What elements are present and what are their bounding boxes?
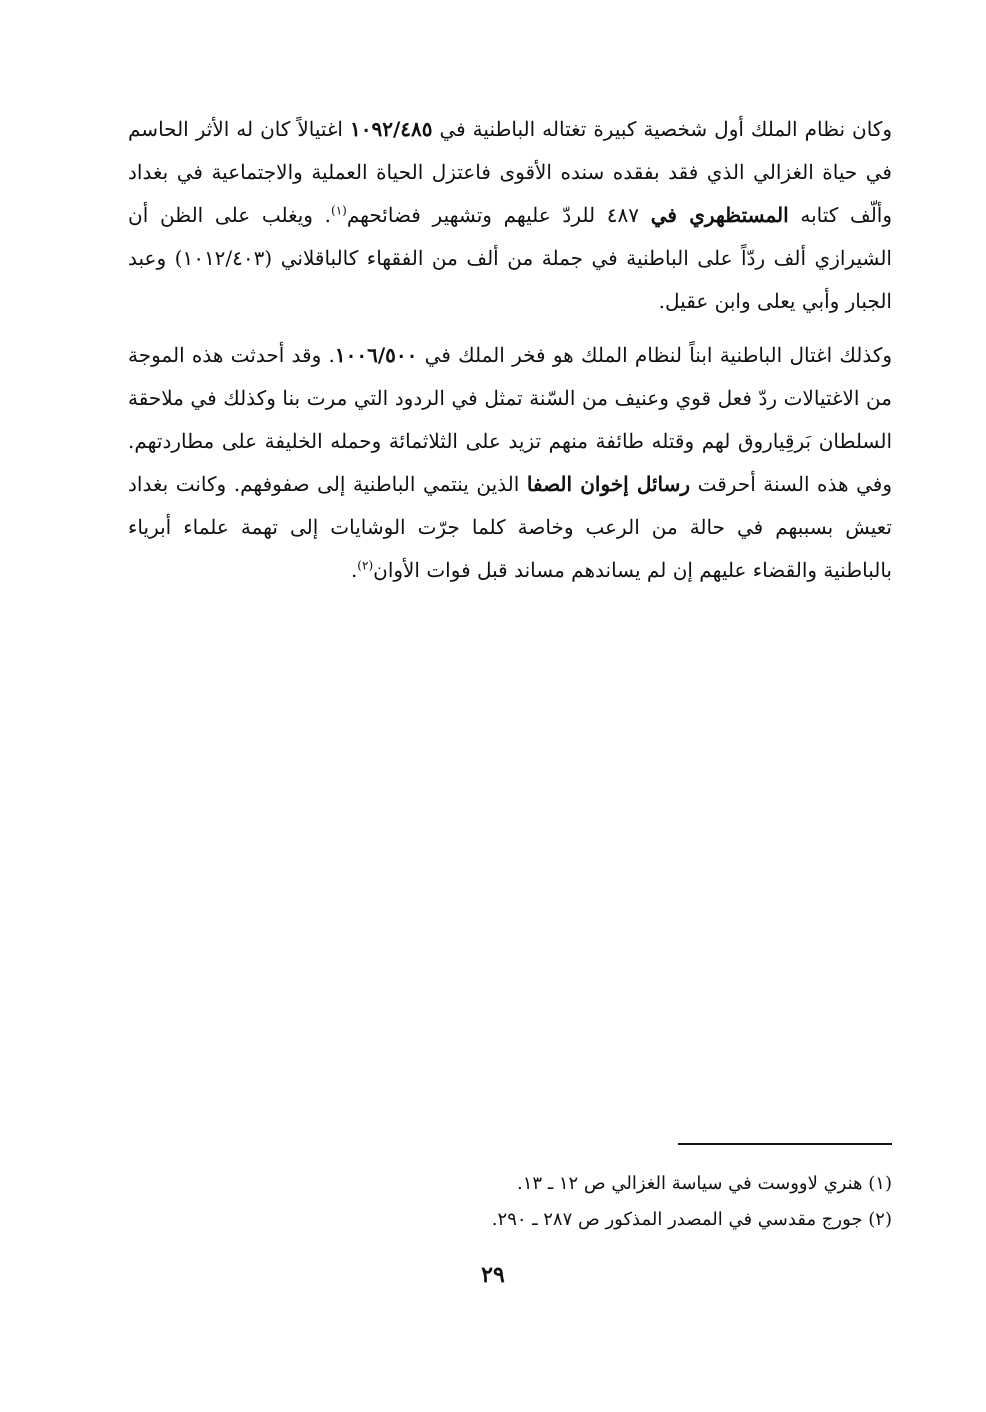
paragraph-1-text: . ويغلب على الظن أن الشيرازي ألف ردّاً على الباطنية في جملة من ألف من الفقهاء كالباقلاني (١٠١٢/٤٠٣) وعبد الجبار وأبي يعلى وابن عقيل. <box>128 203 892 313</box>
page-number: ٢٩ <box>481 1262 505 1288</box>
footnote-ref-1[interactable]: (١) <box>331 203 347 218</box>
paragraph-1-text: اغتيالاً كان له الأثر الحاسم في حياة الغزالي الذي فقد بفقده سنده الأقوى فاعتزل الحياة العملية والاجتماعية في بغداد وألّف كتابه <box>128 117 892 227</box>
paragraph-2-text: الذين ينتمي الباطنية إلى صفوفهم. وكانت بغداد تعيش بسببهم في حالة من الرعب وخاصة كلما جرّت الوشايات إلى تهمة علماء أبرياء بالباطنية والقضاء عليهم إن لم يساندهم مساند قبل فوات الأوان <box>128 472 892 582</box>
paragraph-2 <box>128 334 892 592</box>
paragraph-2-date: ١٠٠٦/٥٠٠ <box>334 343 418 367</box>
footnotes <box>380 1166 892 1238</box>
paragraph-2-book-title: رسائل إخوان الصفا <box>526 472 691 496</box>
footnote-ref-2[interactable]: (٢) <box>357 558 374 573</box>
paragraph-1-text: وكان نظام الملك أول شخصية كبيرة تغتاله الباطنية في <box>432 117 893 141</box>
paragraph-1-date: ١٠٩٢/٤٨٥ <box>349 117 433 141</box>
footnote-1: (١) هنري لاووست في سياسة الغزالي ص ١٢ ـ ١٣. <box>517 1173 892 1194</box>
paragraph-2-text: . <box>350 558 358 582</box>
paragraph-2-text: وكذلك اغتال الباطنية ابناً لنظام الملك هو فخر الملك في <box>417 343 893 367</box>
paragraph-2-text: . وقد أحدثت هذه الموجة من الاغتيالات ردّ فعل قوي وعنيف من السّنة تمثل في الردود التي مرت بنا وكذلك في ملاحقة السلطان بَرقِياروق لهم وقتله طائفة منهم تزيد على الثلاثمائة وحمله الخليفة على مطاردتهم. وفي هذه السنة أحرقت <box>128 343 892 496</box>
footnote-2: (٢) جورج مقدسي في المصدر المذكور ص ٢٨٧ ـ ٢٩٠. <box>491 1209 892 1230</box>
footnote-divider <box>678 1143 892 1145</box>
paragraph-1 <box>128 108 892 323</box>
paragraph-1-book-title: المستظهري في <box>650 203 789 227</box>
paragraph-1-text: ٤٨٧ للردّ عليهم وتشهير فضائحهم <box>346 203 651 227</box>
